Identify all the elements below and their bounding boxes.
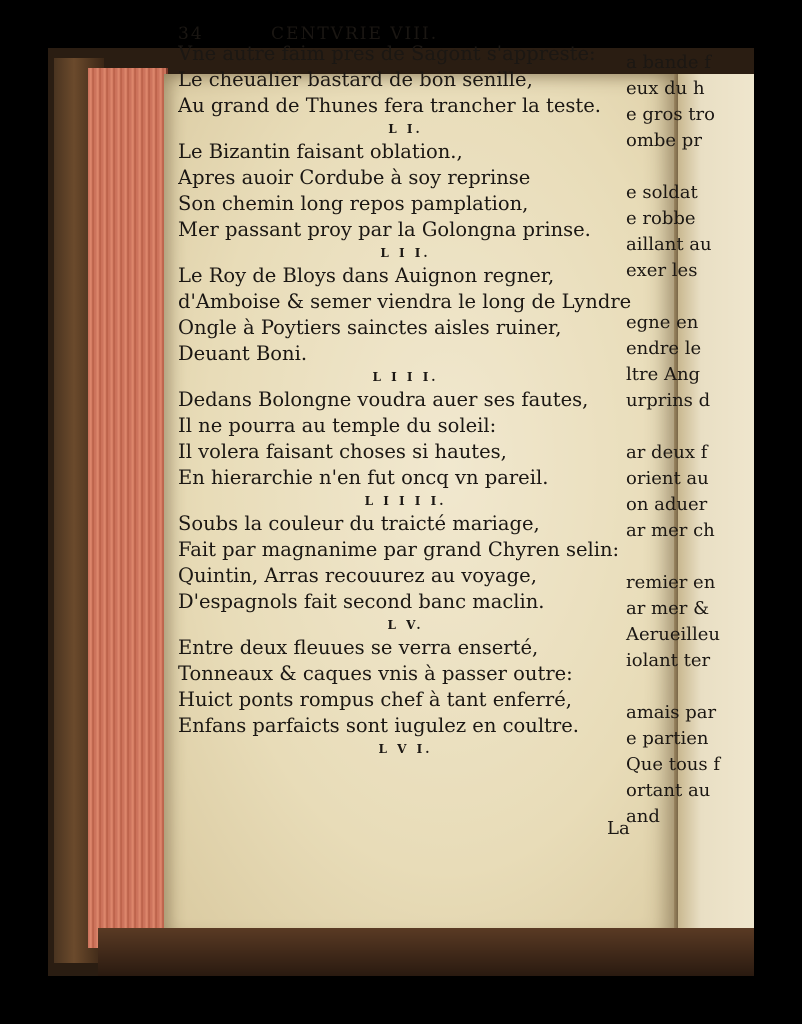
catchword: La xyxy=(607,818,630,839)
verse-line: Le Bizantin faisant oblation., xyxy=(178,140,463,163)
quatrain xyxy=(178,367,633,491)
quatrain xyxy=(178,243,633,367)
facing-page-line xyxy=(626,544,706,570)
verse-line: Entre deux fleuues se verra enserté, xyxy=(178,636,539,659)
verse-line: Huict ponts rompus chef à tant enferré, xyxy=(178,688,572,711)
verse-line: Dedans Bolongne voudra auer ses fautes, xyxy=(178,388,589,411)
next-quatrain-numeral: L V I. xyxy=(378,742,433,756)
facing-page-line: iolant ter xyxy=(626,650,711,671)
facing-page-line: Que tous f xyxy=(626,754,721,775)
verse-line: Le Roy de Bloys dans Auignon regner, xyxy=(178,264,555,287)
quatrain-numeral: L I I I I. xyxy=(364,494,447,508)
verse-line: D'espagnols fait second banc maclin. xyxy=(178,590,545,613)
verse-line: Le cheualier bastard de bon senille, xyxy=(178,68,533,91)
facing-page-line: endre le xyxy=(626,338,702,359)
verse-line: Enfans parfaicts sont iugulez en coultre. xyxy=(178,714,579,737)
facing-page-line: aillant au xyxy=(626,234,712,255)
verse-line: Soubs la couleur du traicté mariage, xyxy=(178,512,540,535)
quatrain-numeral: L I. xyxy=(388,122,423,136)
facing-page-line: e partien xyxy=(626,728,709,749)
verse-line: Tonneaux & caques vnis à passer outre: xyxy=(178,662,573,685)
verse-line: Il volera faisant choses si hautes, xyxy=(178,440,507,463)
verse-line: Deuant Boni. xyxy=(178,342,308,365)
quatrain xyxy=(178,491,633,615)
book-bottom-edge xyxy=(98,928,754,976)
verse-line: Apres auoir Cordube à soy reprinse xyxy=(178,166,531,189)
verse-line: Au grand de Thunes fera trancher la teste. xyxy=(178,94,601,117)
verse-line: Vne autre faim pres de Sagont s'appreste: xyxy=(178,42,596,65)
facing-page-line: and xyxy=(626,806,660,827)
facing-page-line: ltre Ang xyxy=(626,364,701,385)
facing-page-line: e soldat xyxy=(626,182,698,203)
verse-line: Son chemin long repos pamplation, xyxy=(178,192,529,215)
facing-page-line: ar mer & xyxy=(626,598,710,619)
facing-page-line: e gros tro xyxy=(626,104,715,125)
facing-page-line xyxy=(626,414,706,440)
facing-page-line: ar mer ch xyxy=(626,520,715,541)
verse-line: Fait par magnanime par grand Chyren selin: xyxy=(178,538,620,561)
facing-page-line: ar deux f xyxy=(626,442,708,463)
quatrain xyxy=(178,41,633,119)
facing-page-line xyxy=(626,674,706,700)
quatrain-numeral: L I I I. xyxy=(372,370,439,384)
facing-page-line: Aerueilleu xyxy=(626,624,721,645)
verse-line: En hierarchie n'en fut oncq vn pareil. xyxy=(178,466,549,489)
facing-page-line: urprins d xyxy=(626,390,711,411)
verse-line: Mer passant proy par la Golongna prinse. xyxy=(178,218,591,241)
verse-line: Ongle à Poytiers sainctes aisles ruiner, xyxy=(178,316,562,339)
running-title: CENTVRIE VIII. xyxy=(271,24,439,44)
facing-page-line: exer les xyxy=(626,260,698,281)
facing-page-line: ombe pr xyxy=(626,130,702,151)
quatrain xyxy=(178,615,633,739)
facing-page-line xyxy=(626,154,706,180)
quatrain xyxy=(178,119,633,243)
facing-page-line: amais par xyxy=(626,702,717,723)
facing-page-line: e robbe xyxy=(626,208,696,229)
quatrain-numeral: L V. xyxy=(387,618,424,632)
facing-page-line: on aduer xyxy=(626,494,708,515)
prophecy-text xyxy=(178,41,633,759)
page-number: 34 xyxy=(178,24,204,44)
facing-page-line: orient au xyxy=(626,468,709,489)
facing-page-line: eux du h xyxy=(626,78,705,99)
facing-page-line: a bande f xyxy=(626,52,711,73)
quatrain-numeral: L I I. xyxy=(380,246,431,260)
verse-line: Quintin, Arras recouurez au voyage, xyxy=(178,564,537,587)
facing-page-text xyxy=(626,50,721,830)
verse-line: d'Amboise & semer viendra le long de Lyndre xyxy=(178,290,632,313)
facing-page-line: remier en xyxy=(626,572,716,593)
facing-page-line: egne en xyxy=(626,312,699,333)
facing-page-line: ortant au xyxy=(626,780,711,801)
facing-page-line xyxy=(626,284,706,310)
verse-line: Il ne pourra au temple du soleil: xyxy=(178,414,497,437)
page-edges xyxy=(88,68,168,948)
